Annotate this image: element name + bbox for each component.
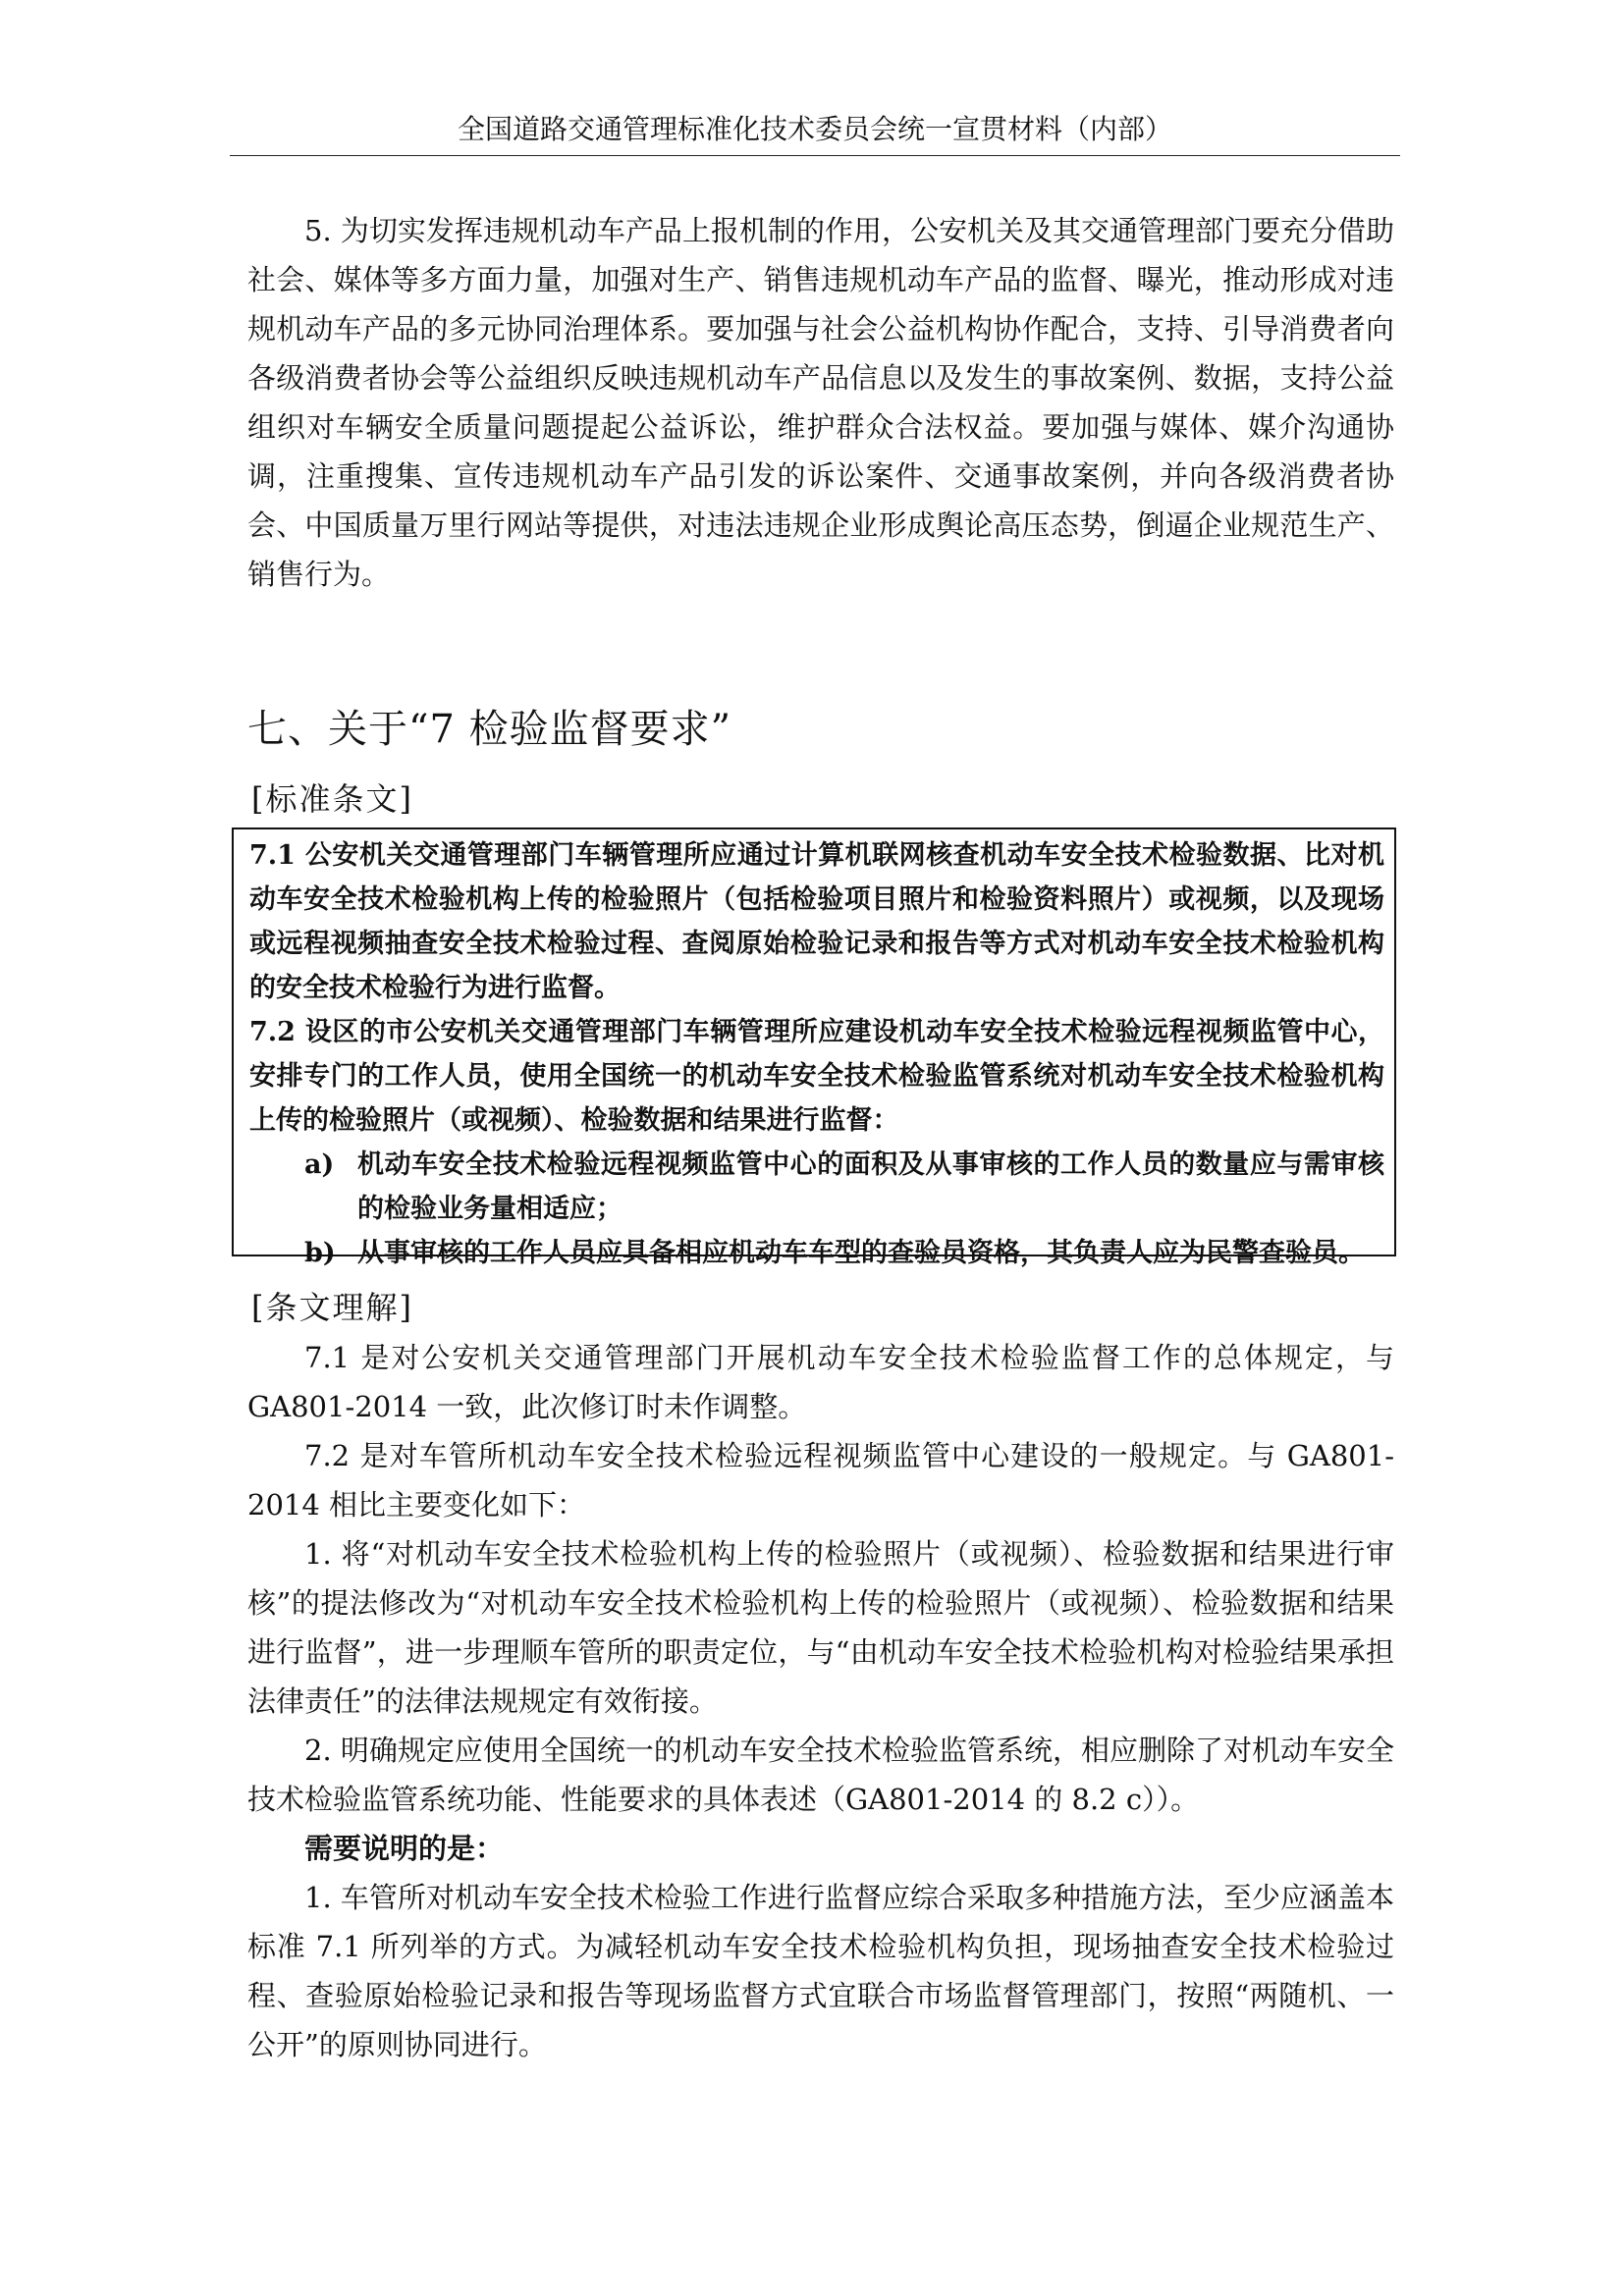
clause-item-b [249, 1231, 1384, 1275]
standard-text-box [232, 828, 1396, 1268]
intro-paragraph: 5. 为切实发挥违规机动车产品上报机制的作用，公安机关及其交通管理部门要充分借助社会、媒体等多方面力量，加强对生产、销售违规机动车产品的监督、曝光，推动形成对违规机动车产品的多元协同治理体系。要加强与社会公益机构协作配合，支持、引导消费者向各级消费者协会等公益组织反映违规机动车产品信息以及发生的事故案例、数据，支持公益组织对车辆安全质量问题提起公益诉讼，维护群众合法权益。要加强与媒体、媒介沟通协调，注重搜集、宣传违规机动车产品引发的诉讼案件、交通事故案例，并向各级消费者协会、中国质量万里行网站等提供，对违法违规企业形成舆论高压态势，倒逼企业规范生产、销售行为。 [247, 214, 1394, 591]
understanding-paragraph-4: 2. 明确规定应使用全国统一的机动车安全技术检验监管系统，相应删除了对机动车安全技术检验监管系统功能、性能要求的具体表述（GA801-2014 的 8.2 c））。 [247, 1734, 1394, 1816]
clause-7-2: 7.2 设区的市公安机关交通管理部门车辆管理所应建设机动车安全技术检验远程视频监管中心，安排专门的工作人员，使用全国统一的机动车安全技术检验监管系统对机动车安全技术检验机构上传的检验照片（或视频）、检验数据和结果进行监督： [249, 1017, 1384, 1136]
understanding-paragraph-2: 7.2 是对车管所机动车安全技术检验远程视频监管中心建设的一般规定。与 GA801-2014 相比主要变化如下： [247, 1439, 1394, 1522]
clause-7-1: 7.1 公安机关交通管理部门车辆管理所应通过计算机联网核查机动车安全技术检验数据、比对机动车安全技术检验机构上传的检验照片（包括检验项目照片和检验资料照片）或视频，以及现场或远程视频抽查安全技术检验过程、查阅原始检验记录和报告等方式对机动车安全技术检验机构的安全技术检验行为进行监督。 [249, 840, 1384, 1003]
header-divider [230, 155, 1400, 156]
understanding-section [247, 1333, 1394, 2069]
intro-section [247, 206, 1394, 599]
item-marker: a) [304, 1149, 335, 1180]
standard-tag: [标准条文] [251, 780, 413, 818]
section-heading: 七、关于“7 检验监督要求” [247, 707, 732, 752]
understanding-tag: [条文理解] [251, 1289, 413, 1326]
clause-item-a [249, 1143, 1384, 1231]
understanding-paragraph-1: 7.1 是对公安机关交通管理部门开展机动车安全技术检验监督工作的总体规定，与 GA801-2014 一致，此次修订时未作调整。 [247, 1341, 1394, 1423]
item-text: 机动车安全技术检验远程视频监管中心的面积及从事审核的工作人员的数量应与需审核的检验业务量相适应； [357, 1149, 1384, 1224]
note-heading: 需要说明的是： [304, 1832, 505, 1865]
item-marker: b) [304, 1238, 336, 1268]
understanding-paragraph-5: 1. 车管所对机动车安全技术检验工作进行监督应综合采取多种措施方法，至少应涵盖本标准 7.1 所列举的方式。为减轻机动车安全技术检验机构负担，现场抽查安全技术检验过程、查验原始检验记录和报告等现场监督方式宜联合市场监督管理部门，按照“两随机、一公开”的原则协同进行。 [247, 1881, 1394, 2061]
item-text: 从事审核的工作人员应具备相应机动车车型的查验员资格，其负责人应为民警查验员。 [357, 1238, 1365, 1268]
page-header: 全国道路交通管理标准化技术委员会统一宣贯材料（内部） [457, 113, 1172, 145]
understanding-paragraph-3: 1. 将“对机动车安全技术检验机构上传的检验照片（或视频）、检验数据和结果进行审核”的提法修改为“对机动车安全技术检验机构上传的检验照片（或视频）、检验数据和结果进行监督”，进一步理顺车管所的职责定位，与“由机动车安全技术检验机构对检验结果承担法律责任”的法律法规规定有效衔接。 [247, 1537, 1394, 1718]
